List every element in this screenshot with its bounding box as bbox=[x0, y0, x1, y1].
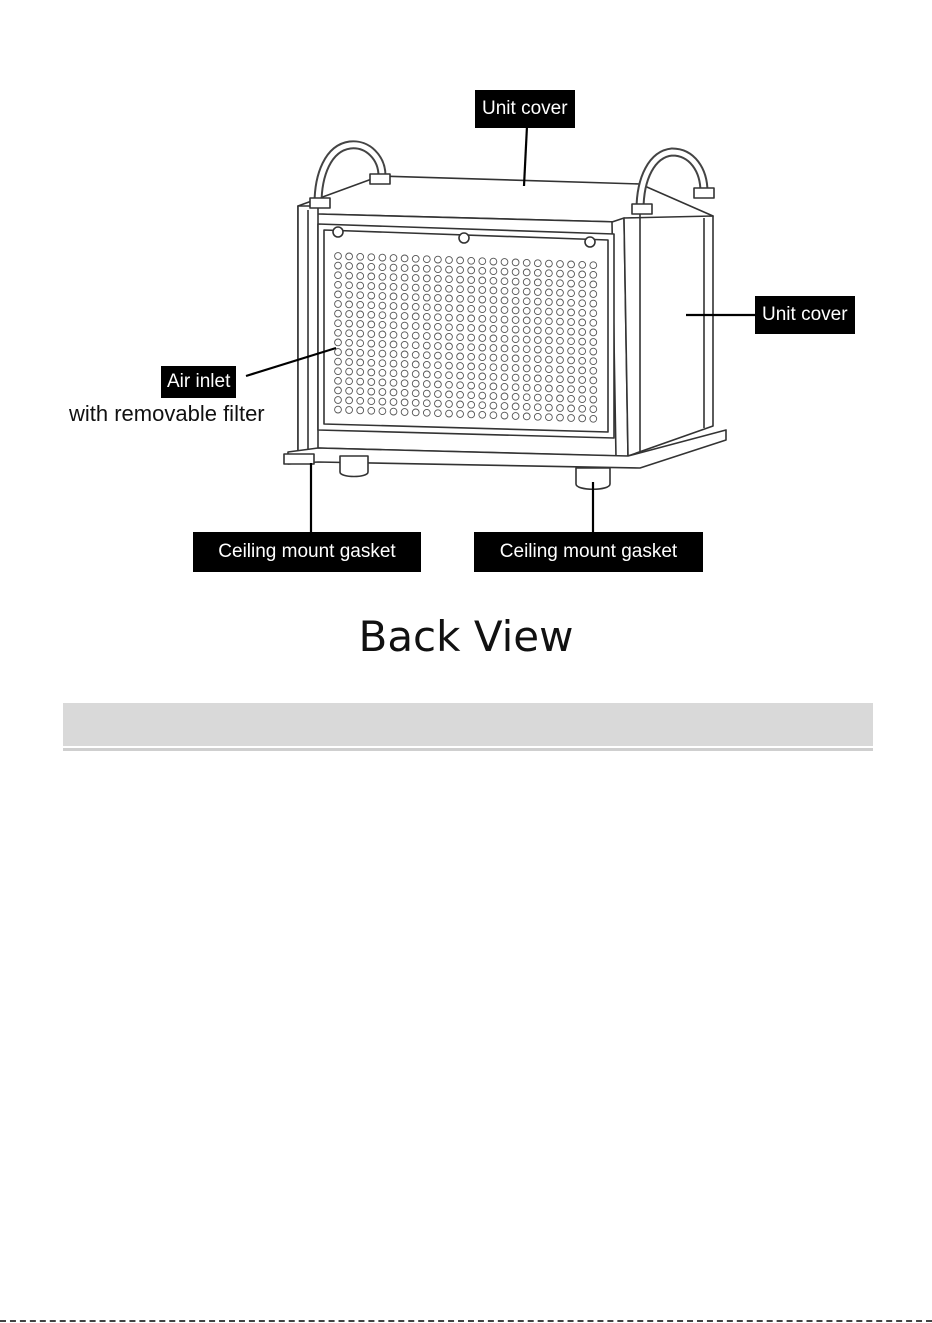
back-view-figure bbox=[0, 0, 932, 600]
label-gasket-right: Ceiling mount gasket bbox=[474, 532, 703, 572]
section-bar bbox=[63, 703, 873, 746]
section-divider bbox=[63, 748, 873, 751]
unit-side-panel bbox=[624, 216, 713, 456]
page-bottom-edge bbox=[0, 1320, 932, 1322]
label-unit-cover-side: Unit cover bbox=[755, 296, 855, 334]
label-unit-cover-top: Unit cover bbox=[475, 90, 575, 128]
foot-left bbox=[340, 456, 368, 477]
leader-unit-cover-top bbox=[524, 126, 527, 186]
label-gasket-left: Ceiling mount gasket bbox=[193, 532, 421, 572]
view-title: Back View bbox=[358, 612, 574, 661]
label-air-inlet-note: with removable filter bbox=[69, 401, 265, 426]
label-air-inlet: Air inlet bbox=[161, 366, 236, 398]
